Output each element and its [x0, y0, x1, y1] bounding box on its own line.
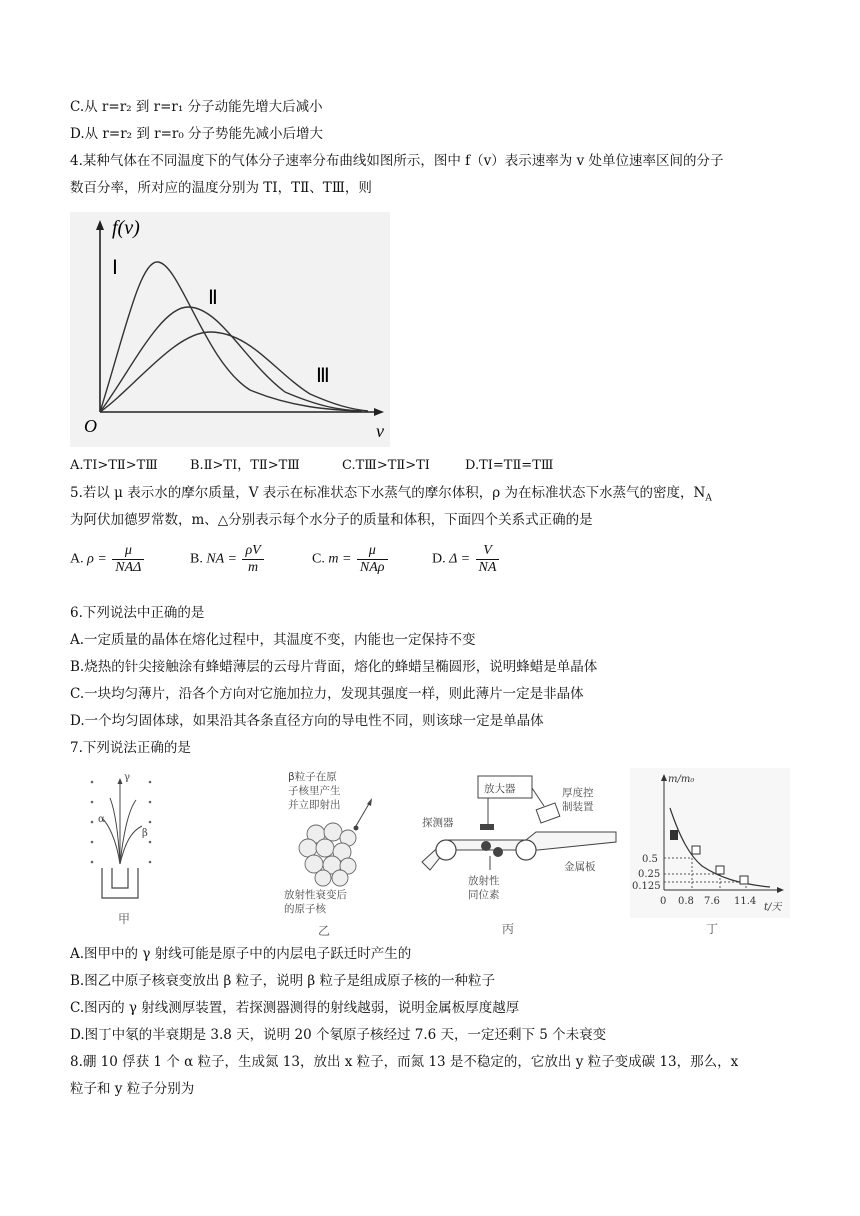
- q6-option-b: B.烧热的针尖接触涂有蜂蜡薄层的云母片背面，熔化的蜂蜡呈椭圆形，说明蜂蜡是单晶体: [70, 659, 598, 675]
- q7-option-a: A.图甲中的 γ 射线可能是原子中的内层电子跃迁时产生的: [70, 946, 412, 962]
- q7-stem: 7.下列说法正确的是: [70, 740, 191, 756]
- q7-jia-beta-label: β: [142, 828, 148, 839]
- q8-stem-line2: 粒子和 y 粒子分别为: [70, 1081, 195, 1097]
- q7-figure-jia: [80, 768, 170, 908]
- svg-text:0: 0: [660, 896, 667, 907]
- svg-text:并立即射出: 并立即射出: [288, 799, 341, 811]
- q3-option-d: D.从 r=r₂ 到 r=r₀ 分子势能先减小后增大: [70, 126, 324, 142]
- q7-option-d: D.图丁中氡的半衰期是 3.8 天，说明 20 个氡原子核经过 7.6 天，一定还剩下 5 个未衰变: [70, 1027, 607, 1043]
- svg-text:的原子核: 的原子核: [284, 903, 326, 915]
- svg-text:金属板: 金属板: [564, 861, 596, 873]
- svg-text:同位素: 同位素: [468, 889, 500, 901]
- svg-text:厚度控: 厚度控: [562, 787, 594, 799]
- q4-origin-label: O: [84, 416, 97, 436]
- q4-option-c: C.TⅢ>TⅡ>TⅠ: [342, 458, 430, 473]
- q7-jia-gamma-label: γ: [124, 772, 130, 783]
- q7-option-c: C.图丙的 γ 射线测厚装置，若探测器测得的射线越弱，说明金属板厚度越厚: [70, 1000, 520, 1016]
- svg-text:子核里产生: 子核里产生: [288, 785, 341, 797]
- q7-figure-ding: [630, 768, 790, 918]
- q4-x-axis-label: v: [376, 421, 384, 441]
- q4-option-d: D.TⅠ=TⅡ=TⅢ: [465, 458, 554, 473]
- q8-stem-line1: 8.硼 10 俘获 1 个 α 粒子，生成氮 13，放出 x 粒子，而氮 13 是不稳定的，它放出 y 粒子变成碳 13，那么，x: [70, 1054, 739, 1070]
- q4-option-a: A.TⅠ>TⅡ>TⅢ: [70, 458, 158, 473]
- q7-option-b: B.图乙中原子核衰变放出 β 粒子，说明 β 粒子是组成原子核的一种粒子: [70, 973, 495, 989]
- svg-text:放大器: 放大器: [484, 783, 516, 795]
- q7-figure-yi: [278, 768, 398, 918]
- svg-text:放射性: 放射性: [468, 875, 500, 887]
- q3-option-c: C.从 r=r₂ 到 r=r₁ 分子动能先增大后减小: [70, 99, 323, 115]
- q7-figure-bing: [416, 770, 626, 920]
- svg-text:11.4: 11.4: [734, 896, 757, 907]
- svg-text:0.25: 0.25: [638, 869, 661, 880]
- q7-yi-caption: 乙: [318, 924, 331, 938]
- svg-text:0.125: 0.125: [632, 881, 661, 892]
- q4-curve-label-3: Ⅲ: [316, 365, 330, 387]
- q4-stem-line1: 4.某种气体在不同温度下的气体分子速率分布曲线如图所示，图中 f（v）表示速率为 v 处单位速率区间的分子: [70, 153, 724, 169]
- q7-ding-caption: 丁: [706, 922, 719, 936]
- q5-option-c: C. m = $\frac{\mu}{\text{NAρ}}$: [312, 543, 390, 576]
- q7-ding-x-label: t/天: [764, 902, 782, 913]
- q6-option-d: D.一个均匀固体球，如果沿其各条直径方向的导电性不同，则该球一定是单晶体: [70, 713, 544, 729]
- q7-jia-alpha-label: α: [98, 814, 105, 825]
- svg-text:7.6: 7.6: [704, 896, 720, 907]
- svg-text:β粒子在原: β粒子在原: [288, 771, 337, 783]
- q6-option-a: A.一定质量的晶体在熔化过程中，其温度不变，内能也一定保持不变: [70, 632, 476, 648]
- q4-stem-line2: 数百分率，所对应的温度分别为 TⅠ，TⅡ、TⅢ，则: [70, 180, 372, 196]
- q7-jia-caption: 甲: [118, 912, 131, 926]
- q4-curve-label-1: Ⅰ: [112, 257, 118, 279]
- q4-distribution-figure: [70, 212, 390, 447]
- q5-stem-line1: 5.若以 μ 表示水的摩尔质量，V 表示在标准状态下水蒸气的摩尔体积，ρ 为在标准状态下水蒸气的密度，$N_A$: [70, 485, 712, 504]
- q5-stem-line2: 为阿伏加德罗常数，m、△分别表示每个水分子的质量和体积，下面四个关系式正确的是: [70, 512, 593, 528]
- q4-option-b: B.Ⅱ>TⅠ，TⅡ>TⅢ: [190, 458, 300, 473]
- q5-option-d: D. Δ = $\frac{V}{NA}$: [432, 543, 501, 576]
- q4-y-axis-label: f(v): [112, 217, 140, 239]
- q5-option-a: A. ρ = $\frac{\mu}{\text{NAΔ}}$: [70, 543, 146, 576]
- q6-option-c: C.一块均匀薄片，沿各个方向对它施加拉力，发现其强度一样，则此薄片一定是非晶体: [70, 686, 584, 702]
- q6-stem: 6.下列说法中正确的是: [70, 605, 205, 621]
- svg-text:制装置: 制装置: [562, 801, 594, 813]
- q5-option-b: B. NA = $\frac{\rho V}{m}$: [190, 543, 266, 576]
- q7-ding-y-label: m/m₀: [668, 774, 695, 785]
- q7-bing-caption: 丙: [502, 922, 515, 936]
- svg-text:0.5: 0.5: [642, 854, 658, 865]
- svg-text:放射性衰变后: 放射性衰变后: [284, 889, 347, 901]
- svg-text:探测器: 探测器: [422, 817, 454, 829]
- q4-curve-label-2: Ⅱ: [208, 287, 218, 309]
- svg-text:0.8: 0.8: [678, 896, 694, 907]
